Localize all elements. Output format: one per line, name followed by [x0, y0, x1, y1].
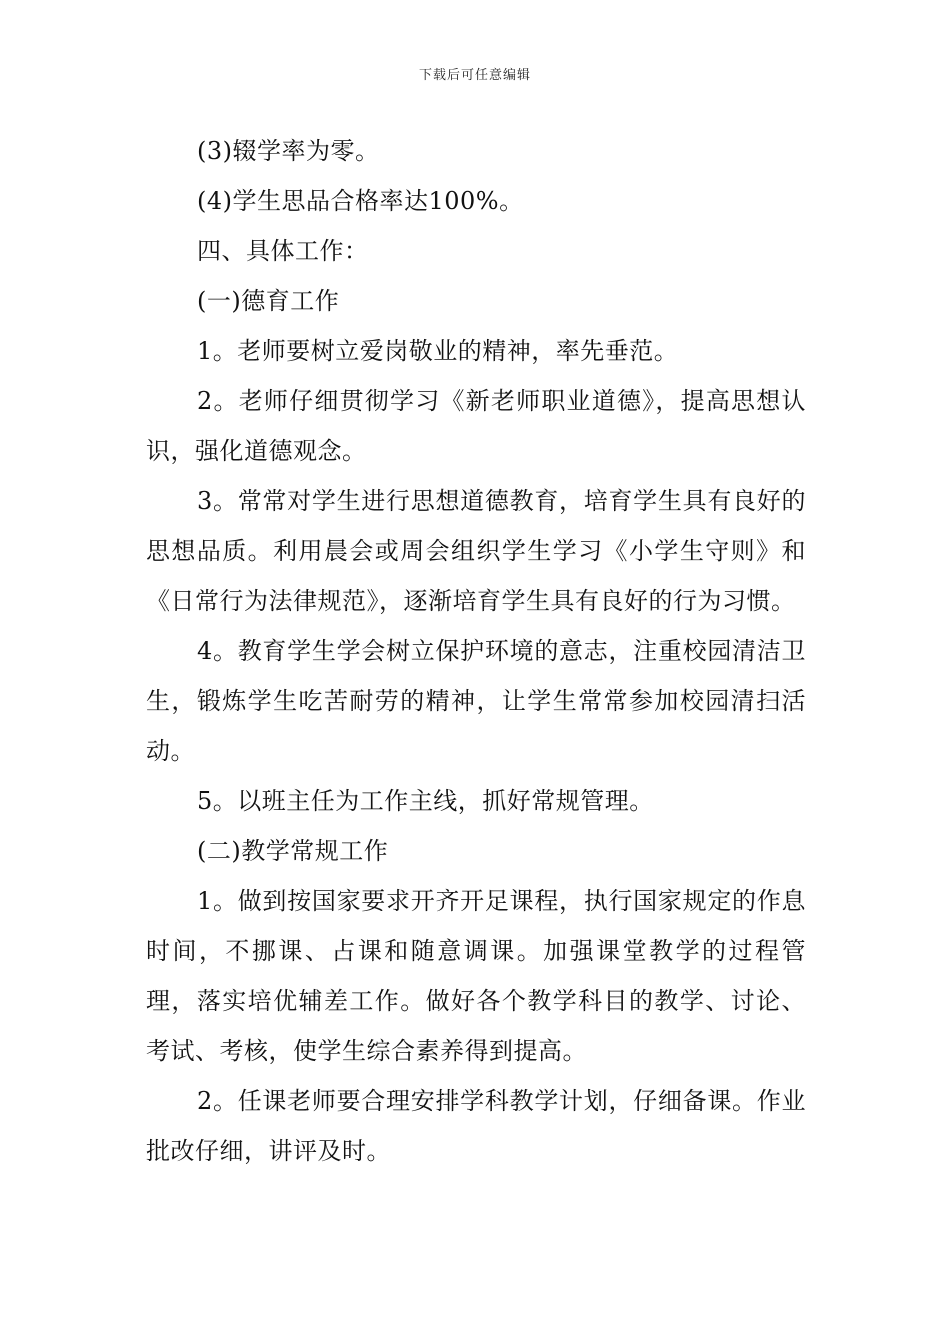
paragraph-teaching-2: 2。任课老师要合理安排学科教学计划，仔细备课。作业批改仔细，讲评及时。: [146, 1087, 806, 1165]
paragraph-moral-4: 4。教育学生学会树立保护环境的意志，注重校园清洁卫生，锻炼学生吃苦耐劳的精神，让学生常常参加校园清扫活动。: [146, 637, 806, 765]
page-header: 下载后可任意编辑: [418, 68, 531, 83]
subsection-heading-moral-education: (一)德育工作: [197, 287, 340, 315]
paragraph-teaching-1: 1。做到按国家要求开齐开足课程，执行国家规定的作息时间，不挪课、占课和随意调课。加强课堂教学的过程管理，落实培优辅差工作。做好各个教学科目的教学、讨论、考试、考核，使学生综合素养得到提高。: [146, 887, 806, 1065]
paragraph-dropout-rate: (3)辍学率为零。: [197, 137, 380, 165]
document-body: [146, 126, 806, 1176]
subsection-heading-teaching-routine: (二)教学常规工作: [197, 837, 389, 865]
paragraph-moral-3: 3。常常对学生进行思想道德教育，培育学生具有良好的思想品质。利用晨会或周会组织学生学习《小学生守则》和《日常行为法律规范》，逐渐培育学生具有良好的行为习惯。: [146, 487, 806, 615]
paragraph-moral-5: 5。以班主任为工作主线，抓好常规管理。: [197, 787, 654, 815]
paragraph-moral-1: 1。老师要树立爱岗敬业的精神，率先垂范。: [197, 337, 679, 365]
section-heading-specific-work: 四、具体工作：: [197, 237, 369, 265]
paragraph-moral-2: 2。老师仔细贯彻学习《新老师职业道德》，提高思想认识，强化道德观念。: [146, 387, 806, 465]
paragraph-moral-pass-rate: (4)学生思品合格率达100%。: [197, 187, 524, 215]
